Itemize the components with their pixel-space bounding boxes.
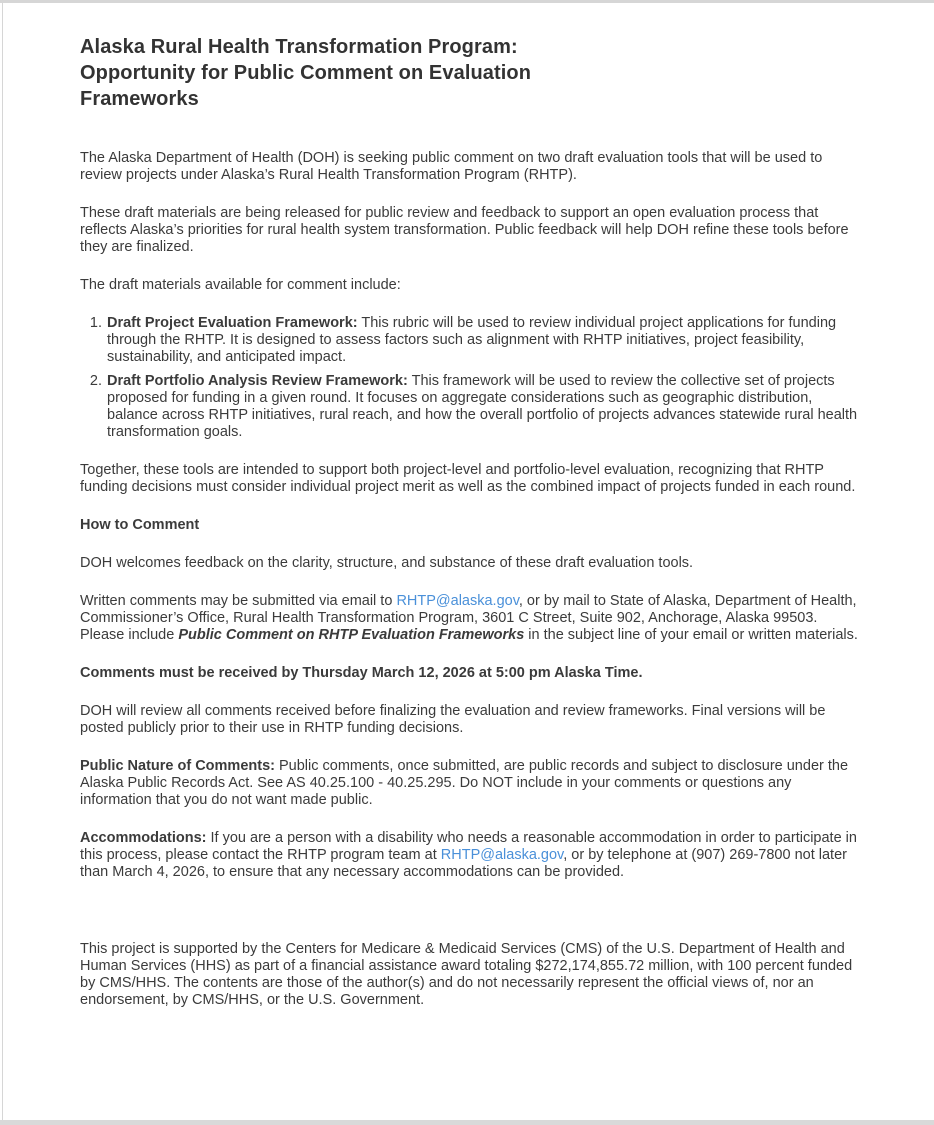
materials-intro-paragraph (80, 277, 858, 294)
bold-text: Draft Project Evaluation Framework: (107, 315, 358, 331)
body-text: This project is supported by the Centers for Medicare & Medicaid Services (CMS) of the U.S. Department of Health and Human Services (HHS) as part of a financial assistance award totaling $272,174,855.72 million, with 100 percent funded by CMS/HHS. The contents are those of the author(s) and do not necessarily represent the official views of, nor an endorsement, by CMS/HHS, or the U.S. Government. (80, 941, 853, 1008)
window-top-edge (0, 0, 934, 3)
body-text: The Alaska Department of Health (DOH) is seeking public comment on two draft evaluation tools that will be used to review projects under Alaska’s Rural Health Transformation Program (RHTP). (80, 150, 823, 183)
bold-text: Draft Portfolio Analysis Review Framework: (107, 373, 408, 389)
review-process-paragraph (80, 703, 858, 737)
release-paragraph (80, 205, 858, 256)
body-text: Public comments, once submitted, are public records and subject to disclosure under the Alaska Public Records Act. See AS 40.25.100 - 40.25.295. Do NOT include in your comments or questions any information that you do not want made public. (80, 758, 849, 808)
subject-line-emphasis: Public Comment on RHTP Evaluation Frameworks (178, 627, 525, 643)
accommodations-paragraph (80, 830, 858, 881)
bold-text: Public Nature of Comments: (80, 758, 275, 774)
body-text: , or by telephone at (907) 269-7800 not later than March 4, 2026, to ensure that any necessary accommodations can be provided. (80, 847, 847, 880)
body-text: This framework will be used to review the collective set of projects proposed for funding in a given round. It focuses on aggregate considerations such as geographic distribution, balance across RHTP initiatives, rural reach, and how the overall portfolio of projects advances statewide rural health transformation goals. (107, 373, 858, 440)
page-title: Alaska Rural Health Transformation Program: Opportunity for Public Comment on Evaluation Frameworks (80, 36, 532, 110)
funding-disclaimer-paragraph (80, 941, 858, 1009)
body-text: Together, these tools are intended to support both project-level and portfolio-level evaluation, recognizing that RHTP funding decisions must consider individual project merit as well as the combined impact of projects funded in each round. (80, 462, 856, 495)
feedback-welcome-paragraph (80, 555, 858, 572)
bold-text: How to Comment (80, 517, 200, 533)
list-item (106, 373, 858, 441)
how-to-comment-heading (80, 517, 858, 534)
bold-text: Accommodations: (80, 830, 207, 846)
window-bottom-scrollbar-track (0, 1120, 934, 1125)
bold-text: Comments must be received by Thursday March 12, 2026 at 5:00 pm Alaska Time. (80, 665, 643, 681)
email-link[interactable]: RHTP@alaska.gov (440, 847, 564, 863)
submission-paragraph (80, 593, 858, 644)
document-body (80, 150, 858, 1009)
draft-materials-list (80, 315, 858, 441)
list-item (106, 315, 858, 366)
body-text: The draft materials available for comment include: (80, 277, 401, 293)
window-left-edge (2, 3, 3, 1125)
body-text: DOH welcomes feedback on the clarity, structure, and substance of these draft evaluation tools. (80, 555, 694, 571)
deadline-paragraph (80, 665, 858, 682)
together-paragraph (80, 462, 858, 496)
email-link[interactable]: RHTP@alaska.gov (396, 593, 519, 609)
body-text: These draft materials are being released for public review and feedback to support an open evaluation process that reflects Alaska’s priorities for rural health system transformation. Public feedback will help DOH refine these tools before they are finalized. (80, 205, 849, 255)
public-nature-paragraph (80, 758, 858, 809)
body-text: This rubric will be used to review individual project applications for funding through the RHTP. It is designed to assess factors such as alignment with RHTP initiatives, project feasibility, sustainability, and anticipated impact. (107, 315, 837, 365)
intro-paragraph (80, 150, 858, 184)
body-text: in the subject line of your email or written materials. (524, 627, 858, 643)
body-text: DOH will review all comments received before finalizing the evaluation and review frameworks. Final versions will be posted publicly prior to their use in RHTP funding decisions. (80, 703, 826, 736)
body-text: , or by mail to State of Alaska, Department of Health, Commissioner’s Office, Rural Health Transformation Program, 3601 C Street, Suite 902, Anchorage, Alaska 99503. Please include (80, 593, 857, 643)
body-text: If you are a person with a disability who needs a reasonable accommodation in order to participate in this process, please contact the RHTP program team at (80, 830, 857, 863)
body-text: Written comments may be submitted via email to (80, 593, 397, 609)
